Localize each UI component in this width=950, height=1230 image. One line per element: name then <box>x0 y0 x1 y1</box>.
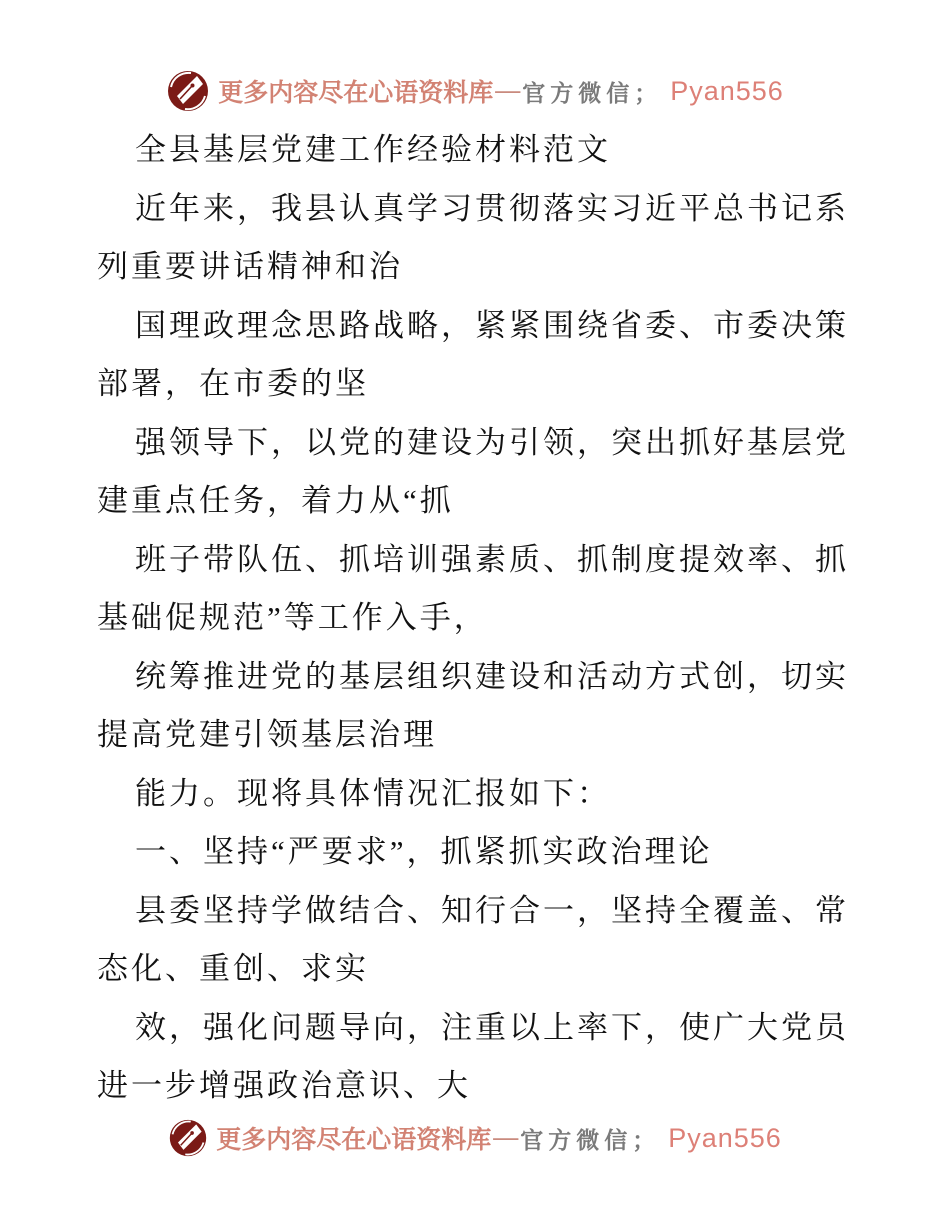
doc-line: 县委坚持学做结合、知行合一，坚持全覆盖、常 <box>135 892 849 928</box>
watermark-brand-text: 更多内容尽在心语资料库 <box>216 1127 492 1154</box>
watermark-label: 官方微信； <box>522 80 663 106</box>
doc-line: 能力。现将具体情况汇报如下： <box>135 775 611 811</box>
footer-watermark <box>0 1114 950 1162</box>
doc-line: 态化、重创、求实 <box>97 951 369 986</box>
doc-heading: 一、坚持“严要求”，抓紧抓实政治理论 <box>135 834 713 869</box>
pen-nib-circle-icon <box>166 69 210 113</box>
watermark-wechat-id: Pyan556 <box>668 1122 782 1153</box>
watermark-label: 官方微信； <box>520 1127 661 1153</box>
doc-line: 统筹推进党的基层组织建设和活动方式创，切实 <box>135 658 849 694</box>
doc-line: 国理政理念思路战略，紧紧围绕省委、市委决策 <box>135 307 849 343</box>
pen-nib-circle-icon <box>168 1118 208 1158</box>
watermark-brand-text: 更多内容尽在心语资料库 <box>218 80 494 107</box>
doc-line: 列重要讲话精神和治 <box>97 249 403 284</box>
watermark-wechat-id: Pyan556 <box>670 75 784 106</box>
doc-line: 进一步增强政治意识、大 <box>97 1068 471 1103</box>
doc-line: 强领导下，以党的建设为引领，突出抓好基层党 <box>135 424 849 460</box>
doc-line: 班子带队伍、抓培训强素质、抓制度提效率、抓 <box>135 541 849 577</box>
header-watermark <box>0 66 950 116</box>
document-body <box>97 121 857 1116</box>
doc-line: 建重点任务，着力从“抓 <box>97 483 454 518</box>
doc-line: 提高党建引领基层治理 <box>97 717 437 752</box>
watermark-dash: — <box>493 1124 519 1151</box>
doc-title: 全县基层党建工作经验材料范文 <box>135 132 611 167</box>
doc-line: 效，强化问题导向，注重以上率下，使广大党员 <box>135 1009 849 1045</box>
doc-line: 部署，在市委的坚 <box>97 366 369 401</box>
doc-line: 近年来，我县认真学习贯彻落实习近平总书记系 <box>135 190 849 226</box>
watermark-dash: — <box>495 77 521 104</box>
doc-line: 基础促规范”等工作入手， <box>97 600 488 635</box>
